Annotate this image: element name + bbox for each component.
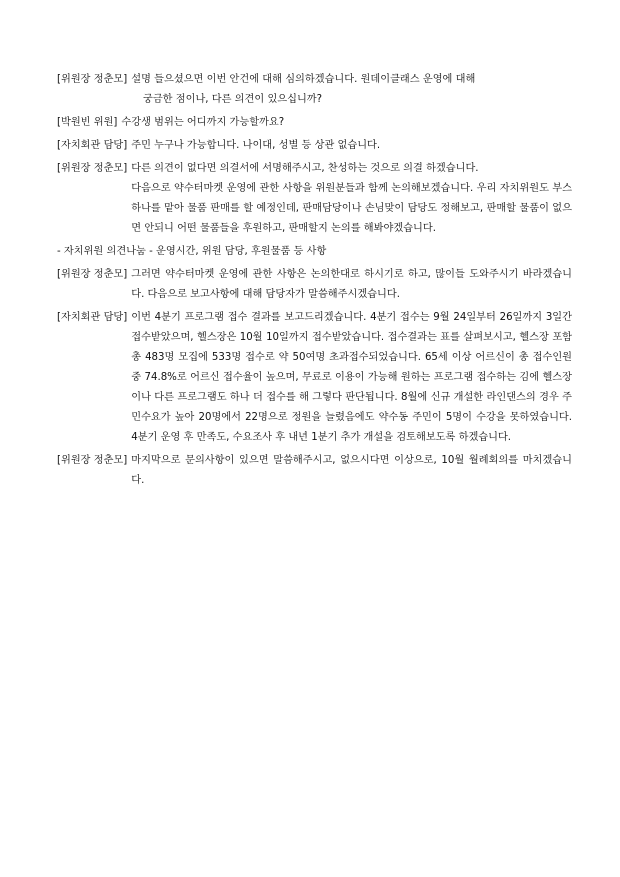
- speech-text: [127, 70, 572, 90]
- speaker-label: [박원빈 위원]: [57, 117, 118, 128]
- minutes-entry: [57, 159, 572, 239]
- minutes-entry: [57, 451, 572, 491]
- speaker-label: [위원장 정춘모]: [57, 269, 128, 280]
- speech-text: [131, 451, 572, 491]
- minutes-entry: [57, 265, 572, 305]
- speech-line: 마지막으로 문의사항이 있으면 말씀해주시고, 없으시다면 이상으로, 10월 월례회의를 마치겠습니다.: [131, 455, 572, 486]
- speaker-label: [위원장 정춘모]: [57, 163, 128, 174]
- minutes-body: [57, 70, 572, 494]
- discussion-note: - 자치위원 의견나눔 - 운영시간, 위원 담당, 후원물품 등 사항: [57, 246, 327, 257]
- speaker-label: [자치회관 담당]: [57, 312, 128, 323]
- speaker-label: [위원장 정춘모]: [57, 455, 128, 466]
- speech-text: [131, 136, 572, 156]
- speaker-label: [자치회관 담당]: [57, 140, 128, 151]
- speech-line: 그러면 약수터마켓 운영에 관한 사항은 논의한대로 하시기로 하고, 많이들 도와주시기 바라겠습니다. 다음으로 보고사항에 대해 담당자가 말씀해주시겠습니다.: [131, 269, 572, 300]
- speech-text: [131, 308, 572, 448]
- speech-text: [131, 159, 572, 239]
- minutes-entry: [57, 308, 572, 448]
- speech-line: 다른 의견이 없다면 의결서에 서명해주시고, 찬성하는 것으로 의결 하겠습니다.: [131, 163, 479, 174]
- speech-line-continued: 궁금한 점이나, 다른 의견이 있으십니까?: [143, 94, 323, 105]
- speech-text: [121, 113, 572, 133]
- speech-line: 주민 누구나 가능합니다. 나이대, 성별 등 상관 없습니다.: [131, 140, 381, 151]
- speech-line: 설명 들으셨으면 이번 안건에 대해 심의하겠습니다. 원데이클래스 운영에 대해: [131, 74, 476, 85]
- speech-text: [131, 265, 572, 305]
- speech-line: 다음으로 약수터마켓 운영에 관한 사항을 위원분들과 함께 논의해보겠습니다. 우리 자치위원도 부스 하나를 맡아 물품 판매를 할 예정인데, 판매담당이나 손님맞이 담당도 정해보고, 판매할 물품이 없으면 안되니 어떤 물품들을 후원하고, 판매할지 논의를 해봐야겠습니다.: [131, 183, 572, 234]
- minutes-entry: [57, 136, 572, 156]
- speaker-label: [위원장 정춘모]: [57, 74, 128, 85]
- minutes-entry: [57, 113, 572, 133]
- speech-line: 이번 4분기 프로그램 접수 결과를 보고드리겠습니다. 4분기 접수는 9월 24일부터 26일까지 3일간 접수받았으며, 헬스장은 10월 10일까지 접수받았습니다. 접수결과는 표를 살펴보시고, 헬스장 포함 총 483명 모집에 533명 접수로 약 50여명 초과접수되었습니다. 65세 이상 어르신이 총 접수인원 중 74.8%로 어르신 접수율이 높으며, 무료로 이용이 가능해 원하는 프로그램 접수하는 김에 헬스장이나 다른 프로그램도 하나 더 접수를 해 그렇다 판단됩니다. 8월에 신규 개설한 라인댄스의 경우 주민수요가 높아 20명에서 22명으로 정원을 늘렸음에도 약수동 주민이 5명이 수강을 못하였습니다. 4분기 운영 후 만족도, 수요조사 후 내년 1분기 추가 개설을 검토해보도록 하겠습니다.: [131, 312, 572, 443]
- minutes-entry: [57, 70, 572, 90]
- speech-line: 수강생 범위는 어디까지 가능할까요?: [121, 117, 285, 128]
